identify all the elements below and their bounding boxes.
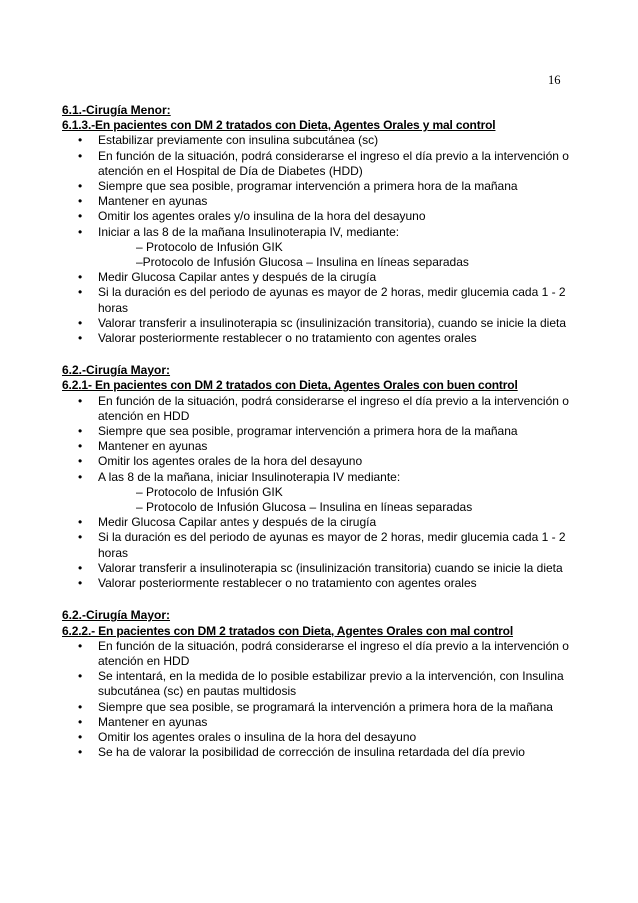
list-item-text: Siempre que sea posible, se programará la intervención a primera hora de la mañana (98, 699, 553, 714)
bullet-list (62, 639, 570, 761)
bullet-icon: • (78, 315, 83, 330)
section-heading: 6.2.-Cirugía Mayor: (62, 363, 171, 378)
list-item-text: Valorar posteriormente restablecer o no tratamiento con agentes orales (98, 331, 477, 346)
list-item (62, 225, 570, 240)
sub-list-item: –Protocolo de Infusión Glucosa – Insulina en líneas separadas (136, 255, 469, 270)
list-item-text: En función de la situación, podrá considerarse el ingreso el día previo a la intervención o atención en HDD (98, 393, 569, 423)
list-item (62, 730, 570, 745)
page-number: 16 (548, 73, 561, 87)
list-item (62, 669, 570, 699)
bullet-list (62, 394, 570, 592)
list-item (62, 149, 570, 179)
list-item-text: En función de la situación, podrá considerarse el ingreso el día previo a la intervención o atención en el Hospital de Día de Diabetes (HDD) (98, 148, 569, 178)
bullet-icon: • (78, 331, 83, 346)
section-cirugia-mayor-buen-control (62, 363, 570, 591)
list-item (62, 745, 570, 760)
list-item (62, 394, 570, 424)
list-item (62, 424, 570, 439)
bullet-icon: • (78, 714, 83, 729)
list-item (62, 209, 570, 224)
bullet-list (62, 133, 570, 346)
list-item-text: Valorar transferir a insulinoterapia sc (insulinización transitoria) cuando se inicie la dieta (98, 560, 563, 575)
list-item-text: Estabilizar previamente con insulina subcutánea (sc) (98, 133, 379, 148)
list-item-text: Se ha de valorar la posibilidad de corrección de insulina retardada del día previo (98, 745, 525, 760)
bullet-icon: • (78, 194, 83, 209)
list-item (62, 179, 570, 194)
list-item (62, 454, 570, 469)
bullet-icon: • (78, 669, 83, 684)
bullet-icon: • (78, 179, 83, 194)
bullet-icon: • (78, 560, 83, 575)
list-item (62, 700, 570, 715)
list-item (62, 285, 570, 315)
sub-list-item: – Protocolo de Infusión Glucosa – Insulina en líneas separadas (136, 500, 473, 515)
bullet-icon: • (78, 729, 83, 744)
bullet-icon: • (78, 270, 83, 285)
bullet-icon: • (78, 148, 83, 163)
bullet-icon: • (78, 285, 83, 300)
list-item-text: Omitir los agentes orales y/o insulina de la hora del desayuno (98, 209, 426, 224)
bullet-icon: • (78, 530, 83, 545)
bullet-icon: • (78, 699, 83, 714)
list-item (62, 576, 570, 591)
sub-list-item: – Protocolo de Infusión GIK (136, 239, 283, 254)
list-item-text: Se intentará, en la medida de lo posible estabilizar previo a la intervención, con Insulina subcutánea (sc) en pautas multidosis (98, 669, 564, 699)
bullet-icon: • (78, 638, 83, 653)
bullet-icon: • (78, 576, 83, 591)
section-subheading: 6.2.1- En pacientes con DM 2 tratados con Dieta, Agentes Orales con buen control (62, 378, 518, 393)
list-item (62, 561, 570, 576)
list-item-text: Omitir los agentes orales o insulina de la hora del desayuno (98, 729, 417, 744)
bullet-icon: • (78, 224, 83, 239)
bullet-icon: • (78, 454, 83, 469)
section-heading: 6.1.-Cirugía Menor: (62, 103, 171, 117)
list-item-text: Omitir los agentes orales de la hora del desayuno (98, 454, 363, 469)
section-cirugia-menor (62, 103, 570, 346)
bullet-icon: • (78, 209, 83, 224)
list-item-text: Siempre que sea posible, programar intervención a primera hora de la mañana (98, 179, 518, 194)
list-item (62, 639, 570, 669)
list-item-text: Medir Glucosa Capilar antes y después de la cirugía (98, 515, 377, 530)
list-item (62, 470, 570, 485)
list-item-text: Mantener en ayunas (98, 194, 208, 209)
list-item (62, 515, 570, 530)
list-item-text: Si la duración es del periodo de ayunas es mayor de 2 horas, medir glucemia cada 1 - 2 horas (98, 530, 566, 560)
list-item (62, 439, 570, 454)
list-item (62, 530, 570, 560)
section-heading: 6.2.-Cirugía Mayor: (62, 608, 171, 623)
list-item-text: Mantener en ayunas (98, 439, 208, 454)
list-item (62, 715, 570, 730)
bullet-icon: • (78, 393, 83, 408)
list-item (62, 133, 570, 148)
bullet-icon: • (78, 469, 83, 484)
list-item-text: Iniciar a las 8 de la mañana Insulinoterapia IV, mediante: (98, 224, 400, 239)
list-item (62, 331, 570, 346)
list-item (62, 270, 570, 285)
section-cirugia-mayor-mal-control (62, 608, 570, 760)
list-item-text: Siempre que sea posible, programar intervención a primera hora de la mañana (98, 424, 518, 439)
list-item-text: Si la duración es del periodo de ayunas es mayor de 2 horas, medir glucemia cada 1 - 2 horas (98, 285, 566, 315)
list-item-text: Mantener en ayunas (98, 714, 208, 729)
list-item-text: En función de la situación, podrá considerarse el ingreso el día previo a la intervención o atención en HDD (98, 638, 569, 668)
bullet-icon: • (78, 515, 83, 530)
bullet-icon: • (78, 424, 83, 439)
bullet-icon: • (78, 439, 83, 454)
bullet-icon: • (78, 745, 83, 760)
list-item-text: Valorar transferir a insulinoterapia sc (insulinización transitoria), cuando se inicie la dieta (98, 315, 567, 330)
bullet-icon: • (78, 133, 83, 148)
document-body (62, 103, 570, 777)
list-item-text: Valorar posteriormente restablecer o no tratamiento con agentes orales (98, 576, 477, 591)
list-item (62, 194, 570, 209)
sub-list-item: – Protocolo de Infusión GIK (136, 484, 283, 499)
list-item-text: Medir Glucosa Capilar antes y después de la cirugía (98, 270, 377, 285)
list-item-text: A las 8 de la mañana, iniciar Insulinoterapia IV mediante: (98, 469, 401, 484)
section-subheading: 6.2.2.- En pacientes con DM 2 tratados con Dieta, Agentes Orales con mal control (62, 623, 514, 638)
list-item (62, 316, 570, 331)
section-subheading: 6.1.3.-En pacientes con DM 2 tratados con Dieta, Agentes Orales y mal control (62, 118, 496, 133)
